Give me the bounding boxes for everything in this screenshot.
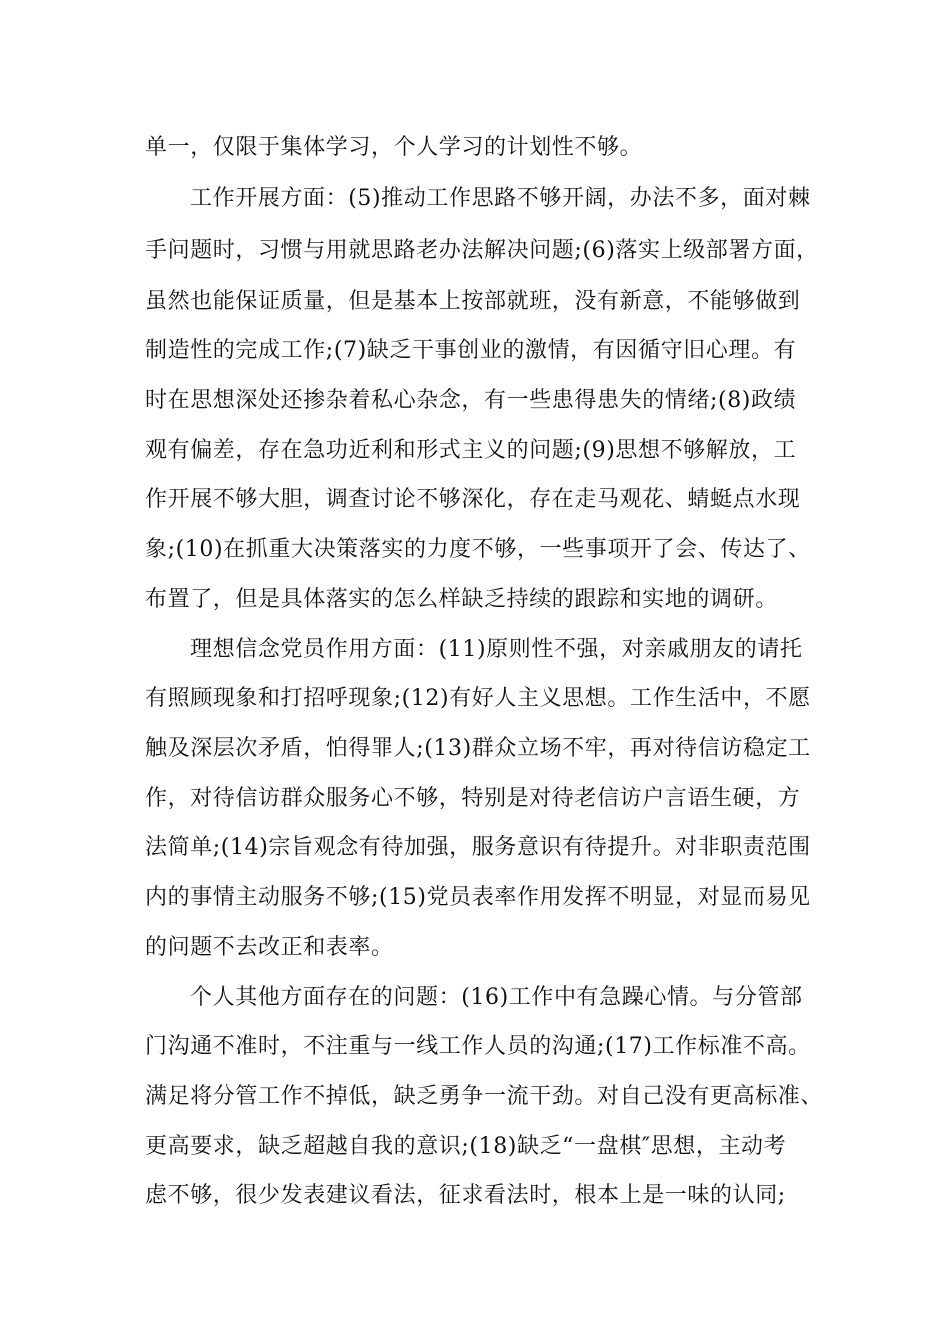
text-line: 门沟通不准时，不注重与一线工作人员的沟通;(17)工作标准不高。 (145, 1034, 811, 1059)
text-line: 内的事情主动服务不够;(15)党员表率作用发挥不明显，对显而易见 (145, 885, 811, 910)
text-line: 单一，仅限于集体学习，个人学习的计划性不够。 (145, 135, 643, 160)
text-line: 象;(10)在抓重大决策落实的力度不够，一些事项开了会、传达了、 (145, 537, 811, 562)
text-line: 作，对待信访群众服务心不够，特别是对待老信访户言语生硬，方 (145, 786, 801, 811)
text-line: 虽然也能保证质量，但是基本上按部就班，没有新意，不能够做到 (145, 289, 801, 314)
text-line: 制造性的完成工作;(7)缺乏干事创业的激情，有因循守旧心理。有 (145, 338, 797, 363)
paragraph-start-line: 个人其他方面存在的问题：(16)工作中有急躁心情。与分管部 (190, 985, 803, 1010)
text-line: 的问题不去改正和表率。 (145, 935, 394, 960)
text-line: 布置了，但是具体落实的怎么样缺乏持续的跟踪和实地的调研。 (145, 587, 778, 612)
text-line: 观有偏差，存在急功近利和形式主义的问题;(9)思想不够解放，工 (145, 438, 797, 463)
paragraph-start-line: 理想信念党员作用方面：(11)原则性不强，对亲戚朋友的请托 (190, 637, 803, 662)
text-line: 作开展不够大胆，调查讨论不够深化，存在走马观花、蜻蜓点水现 (145, 487, 801, 512)
text-line: 更高要求，缺乏超越自我的意识;(18)缺乏“一盘棋″思想，主动考 (145, 1134, 787, 1159)
text-line: 有照顾现象和打招呼现象;(12)有好人主义思想。工作生活中，不愿 (145, 686, 811, 711)
text-line: 手问题时，习惯与用就思路老办法解决问题;(6)落实上级部署方面， (145, 238, 819, 263)
text-line: 虑不够，很少发表建议看法，征求看法时，根本上是一味的认同; (145, 1183, 786, 1208)
text-line: 满足将分管工作不掉低，缺乏勇争一流干劲。对自己没有更高标准、 (145, 1084, 824, 1109)
text-line: 时在思想深处还掺杂着私心杂念，有一些患得患失的情绪;(8)政绩 (145, 388, 797, 413)
text-line: 法简单;(14)宗旨观念有待加强，服务意识有待提升。对非职责范围 (145, 835, 811, 860)
paragraph-start-line: 工作开展方面：(5)推动工作思路不够开阔，办法不多，面对棘 (190, 186, 811, 211)
text-line: 触及深层次矛盾，怕得罪人;(13)群众立场不牢，再对待信访稳定工 (145, 736, 811, 761)
